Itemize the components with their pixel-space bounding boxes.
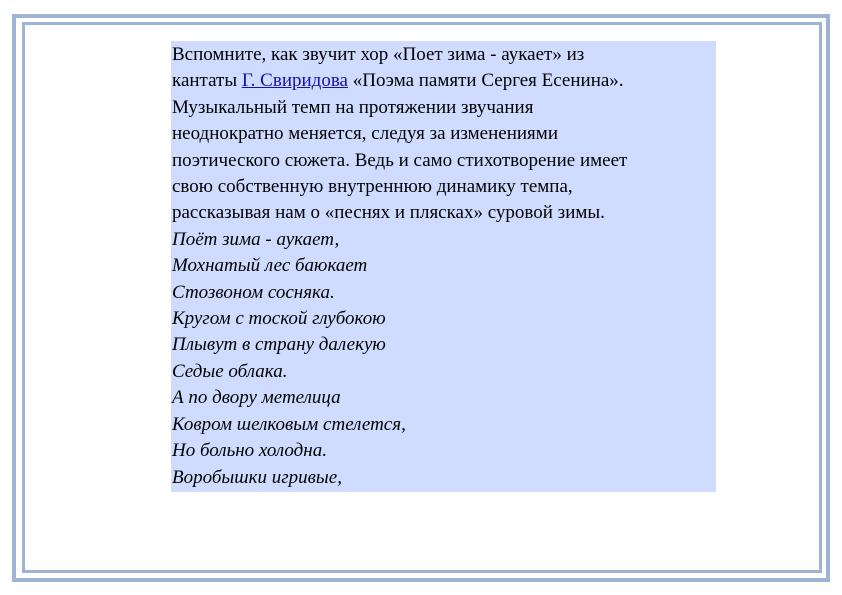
intro-line-3: Музыкальный темп на протяжении звучания bbox=[172, 96, 534, 118]
poem-line: Седые облака. bbox=[172, 360, 288, 382]
poem-line: А по двору метелица bbox=[172, 387, 341, 409]
poem-line: Но больно холодна. bbox=[172, 440, 327, 462]
poem-line: Поёт зима - аукает, bbox=[172, 228, 340, 250]
intro-line-2 bbox=[172, 68, 716, 94]
poem-line: Кругом с тоской глубокою bbox=[172, 308, 386, 330]
intro-line-1: Вспомните, как звучит хор «Поет зима - аукает» из bbox=[172, 44, 585, 65]
poem-excerpt bbox=[172, 227, 716, 491]
text-block bbox=[171, 41, 716, 492]
intro-line-6: свою собственную внутреннюю динамику темпа, bbox=[172, 176, 573, 198]
intro-line-7: рассказывая нам о «песнях и плясках» суровой зимы. bbox=[172, 202, 605, 224]
sviridov-link[interactable]: Г. Свиридова bbox=[241, 70, 348, 92]
intro-line-2-start: кантаты bbox=[172, 70, 242, 92]
poem-line: Плывут в страну далекую bbox=[172, 334, 386, 356]
intro-paragraph bbox=[172, 42, 716, 227]
intro-line-4: неоднократно меняется, следуя за изменениями bbox=[172, 123, 558, 145]
intro-line-2-end: «Поэма памяти Сергея Есенина». bbox=[348, 70, 624, 92]
poem-line: Мохнатый лес баюкает bbox=[172, 255, 368, 277]
intro-line-5: поэтического сюжета. Ведь и само стихотворение имеет bbox=[172, 149, 628, 171]
poem-line: Ковром шелковым стелется, bbox=[172, 413, 406, 435]
poem-line: Стозвоном сосняка. bbox=[172, 281, 335, 303]
poem-line: Воробышки игривые, bbox=[172, 466, 342, 488]
